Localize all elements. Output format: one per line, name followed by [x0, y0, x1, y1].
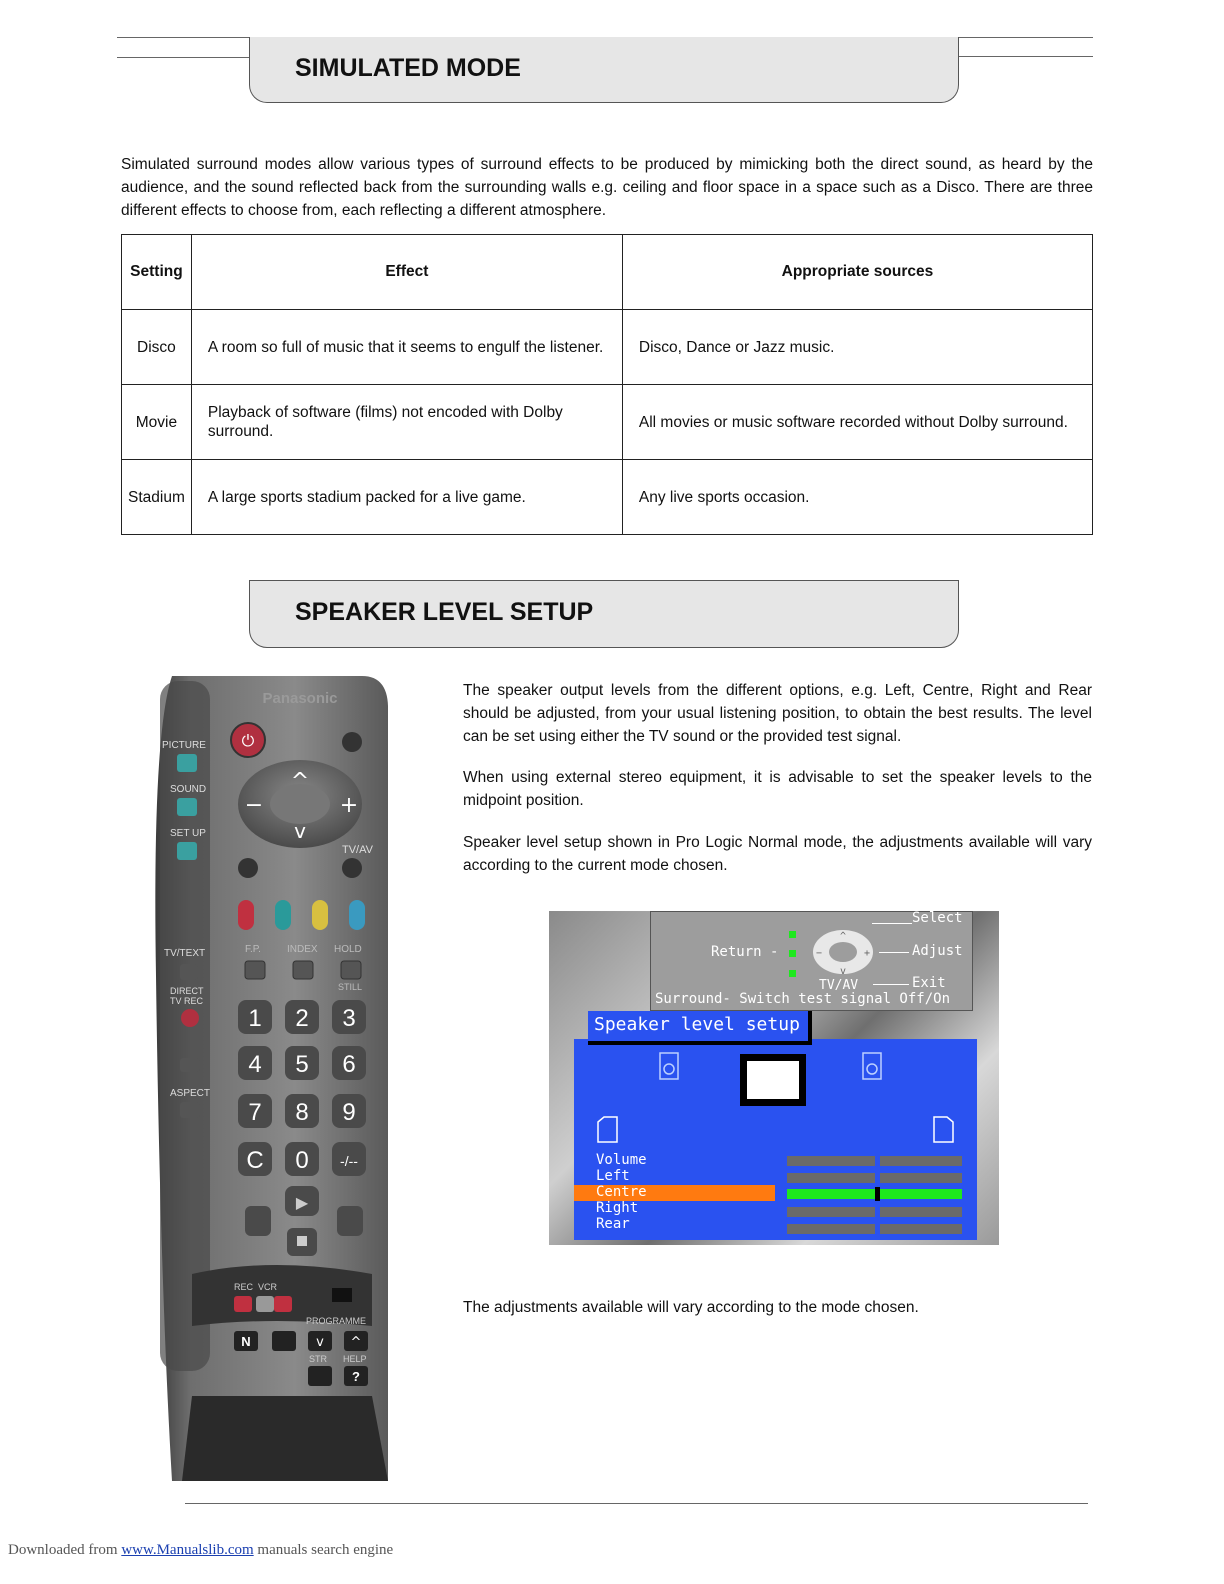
table-row: [122, 460, 1093, 535]
cell-setting: Stadium: [122, 460, 192, 535]
navigation-pad-icon: [809, 926, 879, 978]
svg-text:+: +: [339, 793, 359, 818]
osd-title: Speaker level setup: [588, 1011, 812, 1045]
svg-text:2: 2: [295, 1005, 309, 1032]
footer-prefix: Downloaded from: [8, 1542, 118, 1558]
header-setting: Setting: [122, 235, 192, 310]
svg-text:9: 9: [342, 1099, 356, 1126]
speaker-paragraph-3: Speaker level setup shown in Pro Logic Normal mode, the adjustments available will vary according to the current mode chosen.: [463, 834, 1092, 874]
svg-text:N: N: [241, 1334, 251, 1349]
osd-row-volume[interactable]: Volume: [596, 1152, 647, 1168]
section-title: SIMULATED MODE: [295, 54, 521, 82]
svg-text:^: ^: [839, 931, 847, 942]
svg-text:v: v: [294, 819, 306, 843]
cell-effect: Playback of software (films) not encoded with Dolby surround.: [191, 385, 622, 460]
svg-text:8: 8: [295, 1099, 309, 1126]
svg-text:ASPECT: ASPECT: [170, 1088, 211, 1099]
speaker-paragraph-2: When using external stereo equipment, it is advisable to set the speaker levels to the midpoint position.: [463, 769, 1092, 809]
svg-text:⏻: ⏻: [241, 731, 255, 750]
top-rule-left-2: [117, 57, 252, 58]
osd-tvav-label: TV/AV: [819, 978, 859, 993]
top-rule-right: [958, 37, 1093, 38]
svg-text:SOUND: SOUND: [170, 784, 207, 795]
level-bar-right-right: [880, 1207, 962, 1217]
indicator-dot: [789, 970, 796, 977]
svg-text:3: 3: [342, 1005, 356, 1032]
svg-text:DIRECT: DIRECT: [170, 986, 204, 996]
speaker-rear-left-icon: [595, 1114, 621, 1146]
osd-row-centre[interactable]: Centre: [596, 1184, 647, 1200]
section-header-speaker-level: [249, 580, 959, 648]
speaker-front-right-icon: [860, 1049, 886, 1081]
svg-text:F.P.: F.P.: [245, 944, 261, 955]
header-effect: Effect: [191, 235, 622, 310]
footer-link[interactable]: www.Manualslib.com: [121, 1542, 254, 1558]
svg-text:1: 1: [248, 1005, 262, 1032]
cell-sources: Disco, Dance or Jazz music.: [622, 310, 1092, 385]
osd-screenshot: [549, 911, 999, 1245]
svg-text:REC: REC: [234, 1282, 254, 1292]
cell-sources: All movies or music software recorded without Dolby surround.: [622, 385, 1092, 460]
top-rule-right-2: [958, 56, 1093, 57]
svg-text:HELP: HELP: [343, 1354, 367, 1364]
svg-text:−: −: [815, 948, 823, 959]
svg-text:5: 5: [295, 1051, 309, 1078]
svg-text:STR: STR: [309, 1354, 327, 1364]
section-title: SPEAKER LEVEL SETUP: [295, 598, 594, 626]
svg-text:+: +: [863, 948, 871, 959]
svg-text:-/--: -/--: [340, 1153, 358, 1169]
cell-effect: A room so full of music that it seems to engulf the listener.: [191, 310, 622, 385]
tv-centre-icon: [738, 1052, 810, 1110]
osd-adjust-label: Adjust: [912, 943, 963, 959]
speaker-front-left-icon: [657, 1049, 683, 1081]
svg-text:4: 4: [248, 1051, 262, 1078]
remote-control-illustration: [152, 676, 392, 1481]
table-row: [122, 385, 1093, 460]
osd-select-label: Select: [912, 911, 963, 926]
svg-text:?: ?: [352, 1369, 360, 1384]
level-bar-right-left: [787, 1207, 875, 1217]
svg-text:HOLD: HOLD: [334, 944, 362, 955]
cell-effect: A large sports stadium packed for a live game.: [191, 460, 622, 535]
svg-text:VCR: VCR: [258, 1282, 278, 1292]
svg-text:TV/TEXT: TV/TEXT: [164, 948, 206, 959]
svg-text:−: −: [244, 793, 264, 818]
svg-text:TV REC: TV REC: [170, 996, 204, 1006]
osd-exit-label: Exit: [912, 975, 946, 991]
level-bar-rear-right: [880, 1224, 962, 1234]
table-header-row: [122, 235, 1093, 310]
svg-text:STILL: STILL: [338, 982, 363, 992]
svg-text:^: ^: [350, 1335, 362, 1350]
svg-text:6: 6: [342, 1051, 356, 1078]
osd-surround-label: Surround- Switch test signal Off/On: [655, 991, 951, 1007]
intro-paragraph: Simulated surround modes allow various types of surround effects to be produced by mimicking both the direct sound, as heard by the audience, and the sound reflected back from the surrounding walls e.g. ceiling and floor space in a space such as a Disco. There are three different effects to choose from, each reflecting a different atmosphere.: [121, 156, 1093, 219]
osd-row-right[interactable]: Right: [596, 1200, 639, 1216]
simulated-mode-table: [121, 234, 1093, 535]
level-bar-volume-right: [880, 1156, 962, 1166]
speaker-rear-right-icon: [931, 1114, 957, 1146]
level-bar-centre-right: [880, 1189, 962, 1199]
header-sources: Appropriate sources: [622, 235, 1092, 310]
cell-sources: Any live sports occasion.: [622, 460, 1092, 535]
footer: [8, 1542, 393, 1559]
cell-setting: Disco: [122, 310, 192, 385]
svg-text:Panasonic: Panasonic: [262, 690, 338, 707]
svg-text:v: v: [316, 1335, 324, 1350]
svg-text:SET UP: SET UP: [170, 828, 206, 839]
osd-return-label: Return -: [711, 944, 779, 960]
level-bar-rear-left: [787, 1224, 875, 1234]
svg-text:INDEX: INDEX: [287, 944, 318, 955]
level-bar-volume-left: [787, 1156, 875, 1166]
section-header-simulated-mode: [249, 37, 959, 103]
top-rule-left: [117, 37, 252, 38]
svg-text:v: v: [839, 966, 847, 977]
svg-text:PICTURE: PICTURE: [162, 740, 206, 751]
level-bar-left-left: [787, 1173, 875, 1183]
svg-text:7: 7: [248, 1099, 262, 1126]
svg-text:PROGRAMME: PROGRAMME: [306, 1316, 367, 1326]
indicator-dot: [789, 950, 796, 957]
svg-text:▶: ▶: [295, 1193, 309, 1212]
svg-text:C: C: [246, 1147, 264, 1174]
indicator-dot: [789, 931, 796, 938]
table-row: [122, 310, 1093, 385]
cell-setting: Movie: [122, 385, 192, 460]
osd-row-rear[interactable]: Rear: [596, 1216, 630, 1232]
svg-text:TV/AV: TV/AV: [342, 844, 373, 856]
bottom-rule: [185, 1503, 1088, 1504]
level-bar-centre-left: [787, 1189, 875, 1199]
osd-row-left[interactable]: Left: [596, 1168, 630, 1184]
svg-text:0: 0: [295, 1147, 309, 1174]
footer-suffix: manuals search engine: [257, 1542, 394, 1558]
level-bar-left-right: [880, 1173, 962, 1183]
speaker-paragraph-1: The speaker output levels from the different options, e.g. Left, Centre, Right and Rear should be adjusted, from your usual listening position, to obtain the best results. The level can be set using either the TV sound or the provided test signal.: [463, 682, 1092, 745]
speaker-paragraph-4: The adjustments available will vary according to the mode chosen.: [463, 1299, 919, 1316]
svg-text:^: ^: [290, 769, 310, 794]
